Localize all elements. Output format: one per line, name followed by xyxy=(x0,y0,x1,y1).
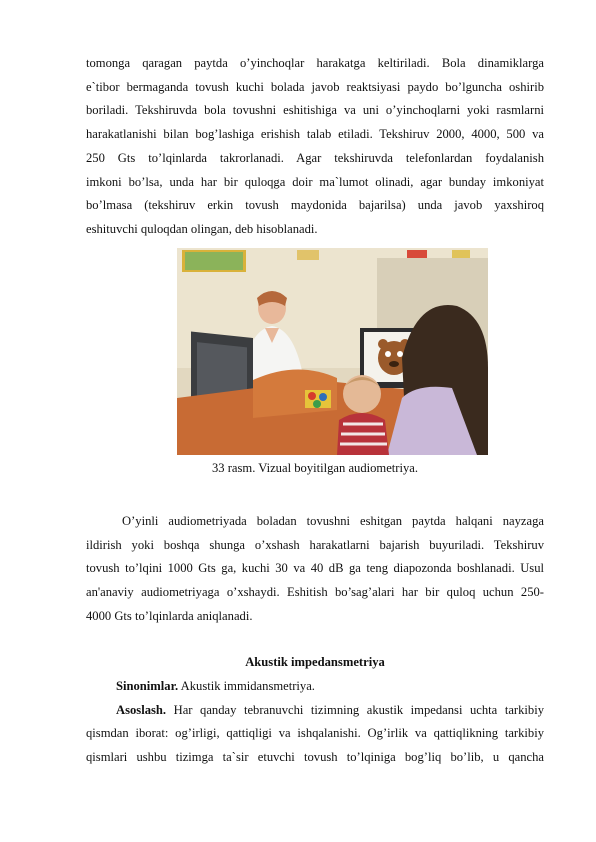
text-line: qismdan iborat: og’irligi, qattiqligi va ishqalanishi. Og’irlik va qattiqlikning tarkibiy xyxy=(86,726,544,741)
section-heading: Akustik impedansmetriya xyxy=(245,655,385,669)
text-line: e`tibor bermaganda tovush kuchi bolada javob reaktsiyasi paydo bo’lguncha oshirib xyxy=(86,79,544,94)
text-line: 4000 Gts to’lqinlarda aniqlanadi. xyxy=(86,608,253,623)
paragraph-play-audiometry xyxy=(86,510,544,629)
text-line: tomonga qaragan paytda o’yinchoqlar harakatga keltiriladi. Bola dinamiklarga xyxy=(86,56,544,70)
text-line: imkoni bo’lsa, unda har bir quloqga doir ma`lumot olinadi, agar bunday imkoniyat xyxy=(86,174,544,189)
basis-line xyxy=(86,699,544,723)
text-line: O’yinli audiometriyada boladan tovushni eshitgan paytda halqani nayzaga xyxy=(122,514,544,528)
basis-text: Har qanday tebranuvchi tizimning akustik impedansi uchta tarkibiy xyxy=(166,702,544,717)
text-line: an'anaviy audiometriyaga o’xshaydi. Eshitish bo’sag’alari har bir quloq uchun 250- xyxy=(86,585,544,600)
audiometry-photo xyxy=(177,248,488,455)
text-line: harakatlanishi bilan bog’lashiga erishish talab etiladi. Tekshiruv 2000, 4000, 500 va xyxy=(86,127,544,142)
synonyms-text: Akustik immidansmetriya. xyxy=(178,679,315,693)
figure-caption: 33 rasm. Vizual boyitilgan audiometriya. xyxy=(211,461,419,475)
text-line: 250 Gts to’lqinlarda takrorlanadi. Agar tekshiruvda telefonlardan foydalanish xyxy=(86,150,544,165)
text-line: bo’lmasa (tekshiruv erkin tovush maydonida bajarilsa) unda javob yaxshiroq xyxy=(86,198,544,213)
text-line: ildirish yoki boshqa shunga o’xshash harakatlarni bajarish buyuriladi. Tekshiruv xyxy=(86,537,544,552)
synonyms-label: Sinonimlar. xyxy=(116,679,179,693)
basis-label: Asoslash. xyxy=(116,702,167,717)
synonyms-line xyxy=(86,675,544,699)
text-line: qismlari ushbu tizimga ta`sir etuvchi tovush to’lqiniga bog’liq bo’lib, u qancha xyxy=(86,750,544,765)
text-line: boriladi. Tekshiruvda bola tovushni eshitishiga va uni o’yinchoqlarni yoki rasmlarni xyxy=(86,103,544,118)
paragraph-impedance xyxy=(86,675,544,770)
text-line: tovush to’lqini 1000 Gts ga, kuchi 30 va 40 dB ga teng diapozonda boshlanadi. Usul xyxy=(86,561,544,576)
text-line: eshituvchi quloqdan olingan, deb hisoblanadi. xyxy=(86,221,318,236)
paragraph-visual-audiometry xyxy=(86,52,544,242)
